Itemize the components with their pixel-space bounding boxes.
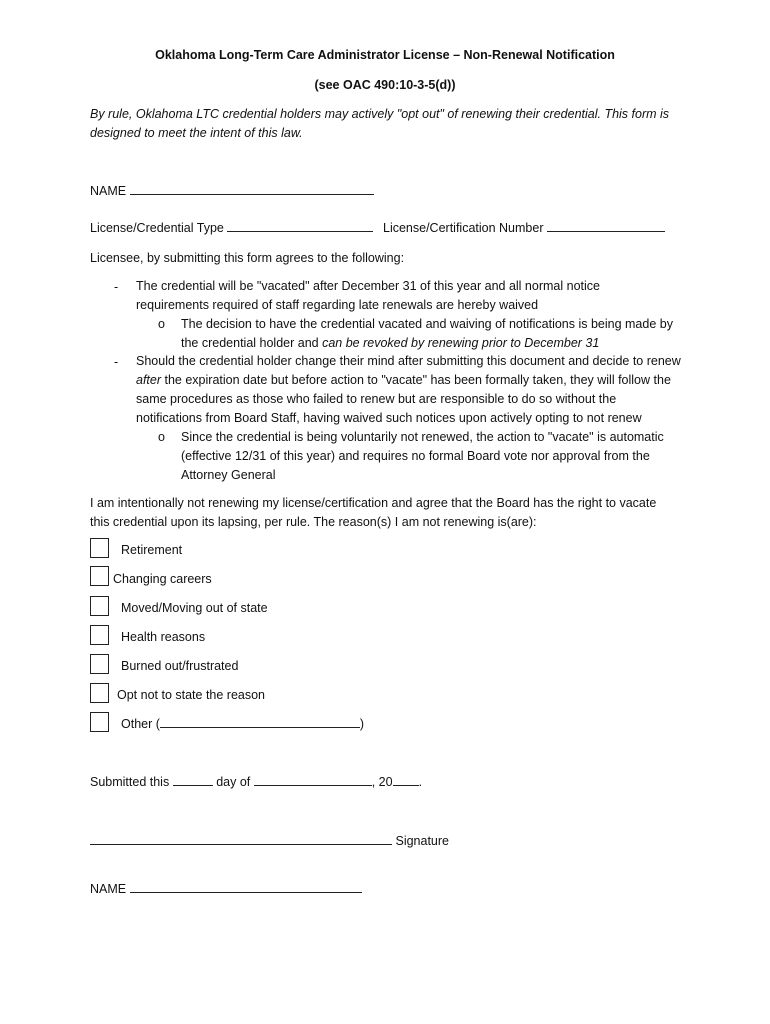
term-item-1: The credential will be "vacated" after December 31 of this year and all normal notice requirements required of staff regarding late renewals are hereby waived (136, 279, 600, 312)
bottom-name-label: NAME (90, 882, 127, 896)
signature-field[interactable] (90, 832, 392, 845)
license-number-label: License/Certification Number (383, 221, 544, 235)
circle-bullet: o (158, 430, 165, 444)
day-field[interactable] (173, 773, 213, 786)
opt-not-label: Opt not to state the reason (117, 688, 266, 702)
health-reasons-label: Health reasons (121, 630, 206, 644)
license-type-row (90, 219, 373, 238)
day-of-label: day of (216, 775, 251, 789)
changing-careers-checkbox[interactable] (90, 566, 109, 586)
name-row (90, 182, 374, 201)
period: . (418, 775, 423, 789)
health-reasons-checkbox[interactable] (90, 625, 109, 645)
signature-label: Signature (395, 834, 449, 848)
agreement-intro: Licensee, by submitting this form agrees to the following: (90, 251, 405, 265)
bottom-name-field[interactable] (130, 880, 362, 893)
moved-checkbox[interactable] (90, 596, 109, 616)
term-item-2-sub: Since the credential is being voluntarily not renewed, the action to "vacate" is automatic (effective 12/31 of this year) and requires no formal Board vote nor approval from the Attorney General (181, 430, 664, 482)
statement-text: I am intentionally not renewing my license/certification and agree that the Board has the right to vacate this credential upon its lapsing, per rule. The reason(s) I am not renewing is(are): (90, 496, 657, 529)
retirement-checkbox[interactable] (90, 538, 109, 558)
term-item-2-italic: after (136, 373, 162, 387)
month-field[interactable] (254, 773, 372, 786)
term-item-2-before: Should the credential holder change their mind after submitting this document and decide to renew (136, 354, 681, 368)
term-item-2-after: the expiration date but before action to "vacate" has been formally taken, they will follow the same procedures as those who failed to renew but are responsible to do so without the notifications from Board Staff, having waived such notices upon actively opting to not renew (136, 373, 671, 425)
burned-out-checkbox[interactable] (90, 654, 109, 674)
intro-text: By rule, Oklahoma LTC credential holders may actively "opt out" of renewing their credential. This form is designed to meet the intent of this law. (90, 107, 670, 140)
page-subtitle: (see OAC 490:10-3-5(d)) (314, 78, 456, 92)
year-field[interactable] (393, 773, 419, 786)
license-number-row (383, 219, 665, 238)
page-title: Oklahoma Long-Term Care Administrator License – Non-Renewal Notification (155, 48, 615, 62)
license-type-label: License/Credential Type (90, 221, 224, 235)
burned-out-label: Burned out/frustrated (121, 659, 239, 673)
license-number-field[interactable] (547, 219, 665, 232)
circle-bullet: o (158, 317, 165, 331)
other-reason-field[interactable] (160, 715, 360, 728)
other-checkbox[interactable] (90, 712, 109, 732)
retirement-label: Retirement (121, 543, 183, 557)
submitted-row (90, 773, 422, 792)
term-item-1-sub (181, 315, 681, 353)
term-item-2 (136, 352, 684, 428)
name-field[interactable] (130, 182, 374, 195)
moved-label: Moved/Moving out of state (121, 601, 268, 615)
signature-row (90, 832, 449, 851)
term-item-1-sub-italic: can be revoked by renewing prior to December 31 (322, 336, 600, 350)
year-prefix: , 20 (371, 775, 393, 789)
other-label: Other ( (121, 717, 160, 731)
license-type-field[interactable] (227, 219, 373, 232)
bottom-name-row (90, 880, 362, 899)
opt-not-checkbox[interactable] (90, 683, 109, 703)
dash-bullet: - (114, 280, 119, 294)
dash-bullet: - (114, 355, 119, 369)
submitted-this-label: Submitted this (90, 775, 170, 789)
other-close-paren: ) (359, 717, 365, 731)
name-label: NAME (90, 184, 127, 198)
other-row (121, 715, 364, 734)
changing-careers-label: Changing careers (113, 572, 212, 586)
term-item-1-sub-plain: The decision to have the credential vacated and waiving of notifications is being made by the credential holder and (181, 317, 673, 350)
